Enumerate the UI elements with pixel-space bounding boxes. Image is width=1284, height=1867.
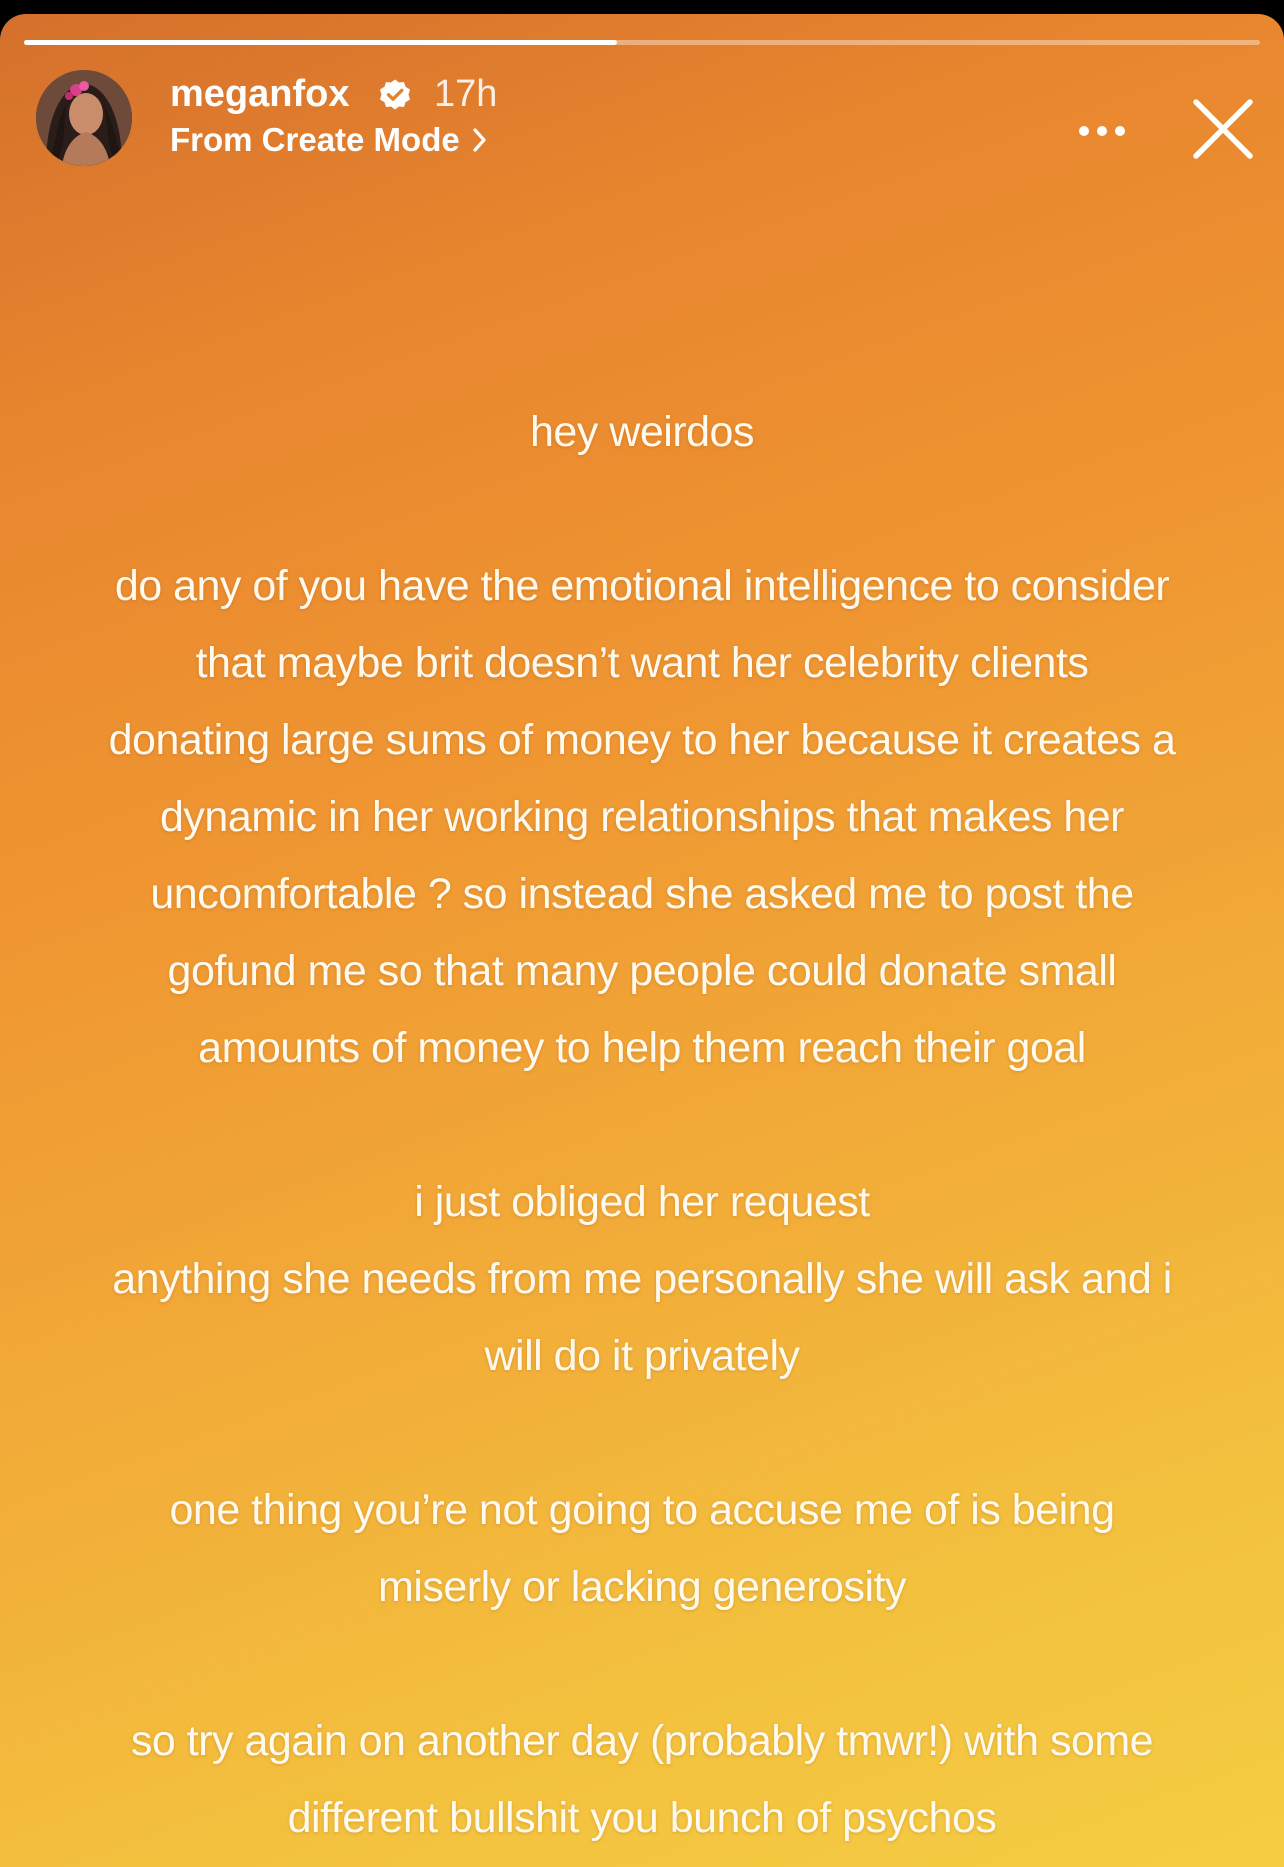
story-viewer[interactable]	[0, 14, 1284, 1867]
story-progress-fill	[24, 40, 617, 45]
story-progress-bar	[24, 40, 1260, 45]
story-text	[60, 394, 1224, 1857]
story-paragraph: hey weirdos	[530, 408, 754, 456]
story-paragraph: i just obliged her request anything she needs from me personally she will ask and i will do it privately	[112, 1178, 1172, 1380]
post-time: 17h	[434, 73, 498, 115]
verified-badge-icon	[378, 78, 412, 112]
avatar[interactable]	[36, 70, 132, 166]
story-paragraph: do any of you have the emotional intelligence to consider that maybe brit doesn’t want her celebrity clients donating large sums of money to her because it creates a dynamic in her working relationships that makes her uncomfortable ? so instead she asked me to post the gofund me so that many people could donate small amounts of money to help them reach their goal	[108, 562, 1176, 1072]
more-options-button[interactable]	[1072, 106, 1132, 156]
close-icon[interactable]	[1190, 96, 1256, 162]
chevron-right-icon	[472, 127, 488, 153]
username[interactable]: meganfox	[170, 73, 350, 115]
story-paragraph: so try again on another day (probably tmwr!) with some different bullshit you bunch of psychos	[130, 1717, 1154, 1842]
create-mode-link[interactable]	[170, 120, 488, 160]
avatar-image-icon	[36, 70, 132, 166]
story-paragraph: one thing you’re not going to accuse me of is being miserly or lacking generosity	[169, 1486, 1115, 1611]
more-horizontal-icon	[1078, 125, 1126, 137]
create-mode-label: From Create Mode	[170, 121, 460, 158]
